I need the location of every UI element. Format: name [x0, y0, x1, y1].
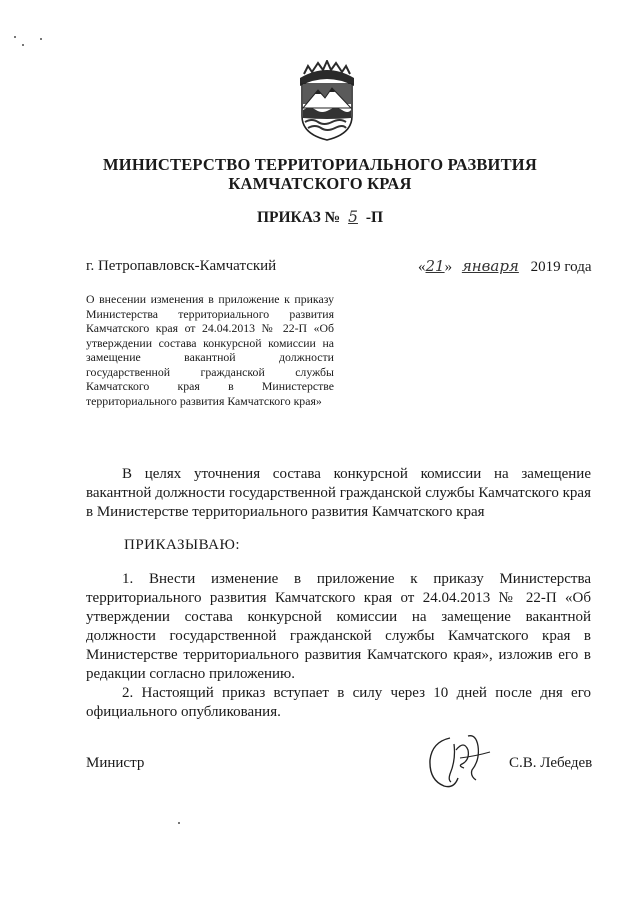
- scan-speck: [178, 822, 180, 824]
- date-year: 2019 года: [530, 259, 592, 275]
- order-number: 5: [348, 208, 358, 226]
- date-month: января: [461, 257, 519, 275]
- scan-speck: [14, 36, 16, 38]
- order-prefix: ПРИКАЗ №: [256, 209, 341, 226]
- order-items: [86, 570, 591, 722]
- signature-icon: [420, 730, 502, 792]
- date-day: 21: [425, 257, 445, 275]
- signer-position: Министр: [86, 755, 145, 771]
- ministry-name-line-1: МИНИСТЕРСТВО ТЕРРИТОРИАЛЬНОГО РАЗВИТИЯ: [103, 155, 537, 174]
- order-date: [418, 257, 592, 276]
- order-suffix: -П: [365, 209, 384, 226]
- scan-speck: [40, 38, 42, 40]
- date-open-quote: «: [418, 259, 426, 275]
- order-item-1: 1. Внести изменение в приложение к приказу Министерства территориального развития Камчатского края от 24.04.2013 № 22-П «Об утверждении состава конкурсной комиссии на замещение вакантной должности государственной гражданской службы Камчатского края в Министерстве территориального развития Камчатского края», изложив его в редакции согласно приложению.: [86, 571, 591, 682]
- preamble-paragraph: В целях уточнения состава конкурсной комиссии на замещение вакантной должности государственной гражданской службы Камчатского края в Министерстве территориального развития Камчатского края: [86, 466, 591, 520]
- date-close-quote: »: [444, 259, 453, 275]
- ministry-name-line-2: КАМЧАТСКОГО КРАЯ: [228, 174, 412, 193]
- order-item-2: 2. Настоящий приказ вступает в силу через 10 дней после дня его официального опубликования.: [86, 685, 591, 720]
- order-title: [0, 208, 640, 227]
- coat-of-arms-icon: [296, 60, 358, 142]
- signer-name: С.В. Лебедев: [509, 755, 593, 771]
- order-subject: О внесении изменения в приложение к приказу Министерства территориального развития Камчатского края от 24.04.2013 № 22-П «Об утверждении состава конкурсной комиссии на замещение вакантной должности государственной гражданской службы Камчатского края в Министерстве территориального развития Камчатского края»: [86, 292, 334, 408]
- place-of-issue: г. Петропавловск-Камчатский: [86, 258, 277, 274]
- decree-word: ПРИКАЗЫВАЮ:: [124, 537, 241, 553]
- scan-speck: [22, 44, 24, 46]
